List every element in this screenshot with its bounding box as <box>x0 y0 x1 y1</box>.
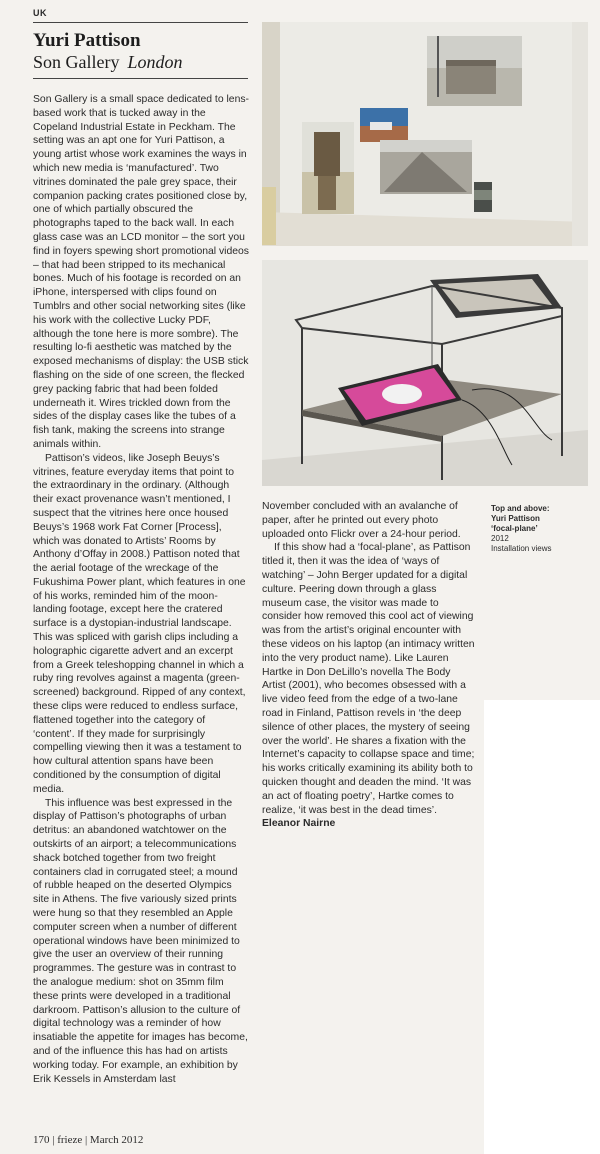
city-name: London <box>127 52 183 72</box>
caption-line: Yuri Pattison <box>491 514 540 523</box>
photo-caption <box>491 504 586 554</box>
body-column-2 <box>262 500 476 831</box>
blank-region <box>484 700 600 1154</box>
page-footer: 170 | frieze | March 2012 <box>33 1134 144 1146</box>
paragraph: If this show had a ‘focal-plane’, as Pattison titled it, then it was the idea of ‘ways of watching’ – John Berger updated for a digital culture. Peering down through a glass museum case, the visitor was made to consider how removed this cool act of viewing was from the artist’s original encounter with these videos on his laptop (an intimacy written into the very product name). Like Lauren Hartke in Don DeLillo’s novella The Body Artist (2001), who becomes obsessed with a live video feed from the edge of a two-lane road in Finland, Pattison revels in ‘the deep silence of other places, the mystery of seeing over the world’. He shares a fixation with the Internet’s capacity to collapse space and time; his works critically examining its ability both to quicken thought and deaden the mind. ‘It was an act of floating poetry’, Hartke comes to realize, ‘it was best in the dead times’. <box>262 542 475 816</box>
paragraph: Pattison’s videos, like Joseph Beuys’s vitrines, feature everyday items that point to the extraordinary in the ordinary. (Although their exact provenance wasn’t mentioned, I suspect that the vitrines here once housed Beuys’s 1968 work Fat Corner [Process], which was donated to Artists’ Rooms by Anthony d’Offay in 2008.) Pattison noted that the aerial footage of the wreckage of the Fukushima Power plant, which features in one of his works, reminded him of the moon-landing footage, except here the cratered surface is a dystopian-industrial landscape. This was spliced with garish clips including a holographic cigarette advert and an excerpt from a Greek teleshopping channel in which a ruby ring revolves against a magenta (green-screened) background. Ripped of any context, these clips were reduced to endless surface, flattened together into the category of ‘content’. If they made for surprisingly compelling viewing then it was a testament to how cultural attention spans have been conditioned by the consumption of digital media. <box>33 452 246 795</box>
caption-line: Installation views <box>491 544 552 553</box>
caption-line: 2012 <box>491 534 509 543</box>
caption-line: Top and above: <box>491 504 550 513</box>
top-rule <box>33 22 248 23</box>
venue-line <box>33 52 183 73</box>
paragraph: November concluded with an avalanche of paper, after he printed out every photo uploaded onto Flickr over a 24-hour period. <box>262 501 461 540</box>
author-byline: Eleanor Nairne <box>262 818 336 830</box>
installation-photo-vitrine <box>262 260 588 486</box>
paragraph: Son Gallery is a small space dedicated to lens-based work that is tucked away in the Copeland Industrial Estate in Peckham. The setting was an apt one for Yuri Pattison, a young artist whose work examines the ways in which new media is ‘manufactured’. Two vitrines dominated the pale grey space, their companion packing crates positioned close by, one of which partially obscured the photographs taped to the back wall. In each glass case was an LCD monitor – the sort you find in foyers spewing short promotional videos – that had been stripped to its mechanical bones. Much of his footage is recorded on an iPhone, interspersed with clips found on Tumblrs and other social networking sites (like his work with the collective Lucky PDF, although the tone here is more sombre). The resulting lo-fi aesthetic was matched by the exposed mechanisms of display: the USB stick flashing on the side of one screen, the flecked grey packing fabric that had been folded underneath it. Wires trickled down from the sides of the display cases like the tubes of a fish tank, making the screens into strange animals within. <box>33 94 250 450</box>
paragraph: This influence was best expressed in the display of Pattison’s photographs of urban detritus: an abandoned watchtower on the outskirts of an airport; a telecommunications shack botched together from two freight containers clad in corrugated steel; a mound of rubble heaped on the deserted Olympics site in Athens. The five variously sized prints were hung so that they resembled an Apple computer screen when a number of different operational windows have been minimized to give the user an overview of their running programmes. The gesture was in contrast to the analogue medium: shot on 35mm film these prints were developed in a traditional darkroom. Pattison’s allusion to the culture of digital technology was a reminder of how insatiable the appetite for images has become, and of the influence this has had on artists working today. For example, an exhibition by Erik Kessels in Amsterdam last <box>33 797 248 1085</box>
header-rule <box>33 78 248 79</box>
gallery-name: Son Gallery <box>33 52 120 72</box>
installation-photo-wall <box>262 22 588 246</box>
caption-line: ‘focal-plane’ <box>491 524 538 533</box>
section-label: UK <box>33 8 47 18</box>
body-column-1 <box>33 93 249 1086</box>
artist-name: Yuri Pattison <box>33 30 141 51</box>
